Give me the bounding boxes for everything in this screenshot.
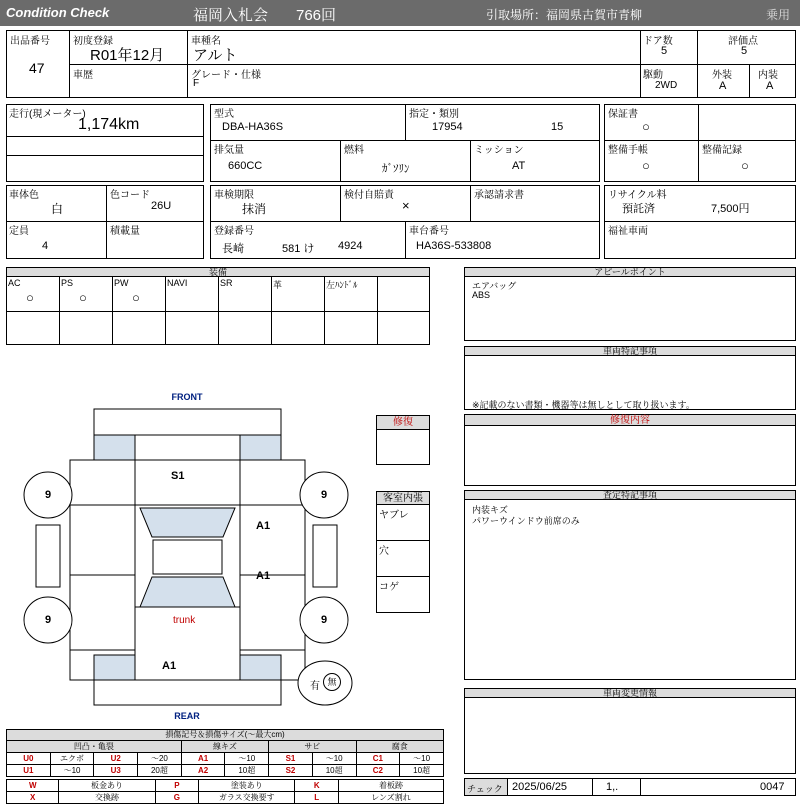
- load-label: 積載量: [110, 226, 140, 237]
- history-label: 車歴: [73, 70, 93, 81]
- damage-legend: [6, 729, 444, 804]
- assessment-line-2: パワーウインドウ前席のみ: [472, 516, 580, 526]
- doors-label: ドア数: [643, 36, 673, 47]
- score-label: 評価点: [728, 36, 758, 47]
- ext-label: 外装: [712, 70, 732, 81]
- trunk-label: trunk: [173, 615, 196, 626]
- legend-scratch: 線キズ: [181, 741, 268, 753]
- mark-hood: S1: [171, 470, 185, 482]
- drive-label: 駆動: [643, 70, 663, 81]
- legend-desc: 着板跡: [339, 780, 444, 792]
- spare-tire-none: 無: [323, 673, 341, 691]
- notes-text: ※記載のない書類・機器等は無しとして取り扱います。: [472, 400, 695, 410]
- tire-rear-left: 9: [44, 614, 52, 626]
- spare-tire-yes: 有: [310, 681, 320, 692]
- legend-code: S1: [269, 753, 313, 765]
- repair-content-title: 修復内容: [465, 415, 795, 426]
- legend-code: P: [155, 780, 199, 792]
- int-label: 内装: [758, 70, 778, 81]
- capacity-label: 定員: [9, 226, 29, 237]
- mark-door-2: A1: [256, 570, 271, 582]
- assessment-line-1: 内装キズ: [472, 505, 508, 515]
- mark-door-1: A1: [256, 520, 271, 532]
- interior-box-title: 客室内張: [377, 492, 429, 505]
- legend-code: A2: [181, 765, 225, 777]
- equipment-label: AC: [8, 278, 21, 288]
- legend-code: S2: [269, 765, 313, 777]
- record-label: 整備記録: [702, 145, 742, 156]
- manual-label: 整備手帳: [608, 145, 648, 156]
- model-value: DBA-HA36S: [222, 121, 284, 133]
- chassis-value: HA36S-533808: [416, 240, 492, 252]
- mileage-label: 走行(現メーター): [9, 109, 86, 120]
- equipment-label: PW: [114, 278, 129, 288]
- name-label: 車種名: [191, 36, 221, 47]
- interior-burn: コゲ: [379, 582, 399, 593]
- welfare-label: 福祉車両: [608, 226, 648, 237]
- lot-label: 出品番号: [10, 36, 50, 47]
- warranty-label: 保証書: [608, 109, 638, 120]
- legend-desc: レンズ割れ: [339, 792, 444, 804]
- pickup-location: 引取場所：福岡県古賀市青柳: [486, 8, 643, 22]
- tire-front-right: 9: [320, 489, 328, 501]
- legend-desc: 10超: [312, 765, 356, 777]
- first-registration: R01年12月: [90, 47, 165, 64]
- interior-hole: 穴: [379, 546, 389, 557]
- legend-code: U3: [94, 765, 138, 777]
- legend-dent: 凹凸・亀裂: [7, 741, 182, 753]
- notes-title: 車両特記事項: [465, 347, 795, 356]
- color-code-label: 色コード: [110, 190, 150, 201]
- legend-code: U2: [94, 753, 138, 765]
- class-label: 指定・類別: [409, 109, 459, 120]
- plate-number: 581 け: [282, 243, 315, 255]
- fuel-label: 燃料: [344, 145, 364, 156]
- auction-name: 福岡入札会: [193, 7, 269, 24]
- legend-corrosion: 腐食: [356, 741, 444, 753]
- plate-area: 長崎: [222, 243, 244, 255]
- legend-code: C1: [356, 753, 400, 765]
- check-number: 0047: [760, 781, 785, 793]
- change-panel: [464, 688, 796, 774]
- legend-code: C2: [356, 765, 400, 777]
- legend-code: A1: [181, 753, 225, 765]
- claim-label: 承認請求書: [474, 190, 524, 201]
- legend-desc: ガラス交換要す: [199, 792, 295, 804]
- front-label: FRONT: [171, 392, 203, 402]
- repair-box-title: 修復: [377, 416, 429, 430]
- change-title: 車両変更情報: [465, 689, 795, 698]
- model-label: 型式: [214, 109, 234, 120]
- vehicle-category: 乗用: [766, 8, 791, 22]
- interior-tear: ヤブレ: [379, 510, 409, 521]
- legend-code: W: [7, 780, 59, 792]
- recycle-status: 預託済: [622, 203, 655, 215]
- tire-front-left: 9: [44, 489, 52, 501]
- equipment-label: 左ﾊﾝﾄﾞﾙ: [326, 280, 358, 290]
- check-label: チェック: [467, 784, 503, 794]
- mark-rear: A1: [162, 660, 177, 672]
- color-value: 白: [51, 202, 64, 216]
- equipment-value: ○: [26, 290, 34, 305]
- car-diagram: [0, 385, 372, 725]
- header-bar: [0, 0, 800, 26]
- assessment-title: 査定特記事項: [465, 491, 795, 500]
- legend-code: U1: [7, 765, 51, 777]
- grade-label: グレード・仕様: [191, 70, 261, 81]
- legend-desc: 〜10: [225, 753, 269, 765]
- lot-number: 47: [29, 60, 45, 76]
- legend-desc: 10超: [400, 765, 444, 777]
- legend-code: K: [295, 780, 339, 792]
- legend-desc: 板金あり: [59, 780, 155, 792]
- plate-number-2: 4924: [338, 240, 363, 252]
- displacement-label: 排気量: [214, 145, 244, 156]
- insurance-label: 検付自賠責: [344, 190, 394, 201]
- appeal-line-1: エアバッグ: [472, 281, 517, 291]
- equipment-label: PS: [61, 278, 74, 288]
- manual-value: ○: [642, 158, 650, 173]
- mission-label: ミッション: [474, 145, 524, 156]
- int-value: A: [766, 80, 774, 92]
- legend-desc: 交換跡: [59, 792, 155, 804]
- grade-value: F: [193, 78, 200, 89]
- record-value: ○: [741, 158, 749, 173]
- displacement-value: 660CC: [228, 160, 263, 172]
- chassis-label: 車台番号: [409, 226, 449, 237]
- legend-code: U0: [7, 753, 51, 765]
- equipment-value: ○: [79, 290, 87, 305]
- legend-desc: 10超: [225, 765, 269, 777]
- legend-desc: エクボ: [50, 753, 94, 765]
- legend-desc: 〜20: [138, 753, 182, 765]
- session-number: 766回: [296, 7, 337, 24]
- check-ref: 1,.: [606, 781, 619, 793]
- vehicle-name: アルト: [193, 47, 238, 64]
- legend-desc: 20超: [138, 765, 182, 777]
- score-value: 5: [741, 45, 748, 57]
- fuel-value: ｶﾞｿﾘﾝ: [382, 163, 410, 175]
- legend-title: 損傷記号＆損傷サイズ(〜最大cm): [6, 729, 444, 740]
- inspection-value: 抹消: [242, 202, 267, 216]
- check-date: 2025/06/25: [512, 781, 568, 793]
- doors-value: 5: [661, 45, 668, 57]
- reg-label: 初度登録: [73, 36, 113, 47]
- color-code-value: 26U: [151, 200, 172, 212]
- class-value-2: 15: [551, 121, 564, 133]
- equipment-label: 革: [273, 280, 283, 290]
- equipment-label: SR: [220, 278, 233, 288]
- color-label: 車体色: [9, 190, 39, 201]
- inspection-label: 車検期限: [214, 190, 254, 201]
- tire-rear-right: 9: [320, 614, 328, 626]
- mission-value: AT: [512, 160, 526, 172]
- warranty-value: ○: [642, 119, 650, 134]
- legend-desc: 〜10: [312, 753, 356, 765]
- legend-desc: 〜10: [50, 765, 94, 777]
- appeal-line-2: ABS: [472, 290, 491, 300]
- insurance-value: ×: [402, 198, 410, 213]
- legend-desc: 〜10: [400, 753, 444, 765]
- recycle-label: リサイクル料: [608, 190, 667, 201]
- legend-code: X: [7, 792, 59, 804]
- capacity-value: 4: [42, 240, 49, 252]
- plate-label: 登録番号: [214, 226, 254, 237]
- mileage-value: 1,174km: [78, 116, 140, 133]
- equipment-title: 装備: [7, 268, 429, 277]
- class-value-1: 17954: [432, 121, 463, 133]
- appeal-title: アピールポイント: [465, 268, 795, 277]
- legend-code: L: [295, 792, 339, 804]
- equipment-label: NAVI: [167, 278, 188, 288]
- legend-desc: 塗装あり: [199, 780, 295, 792]
- brand-title: Condition Check: [6, 5, 110, 20]
- recycle-amount: 7,500円: [711, 203, 750, 215]
- equipment-value: ○: [132, 290, 140, 305]
- legend-code: G: [155, 792, 199, 804]
- legend-rust: サビ: [269, 741, 356, 753]
- ext-value: A: [719, 80, 727, 92]
- drive-value: 2WD: [655, 80, 678, 91]
- rear-label: REAR: [174, 711, 200, 721]
